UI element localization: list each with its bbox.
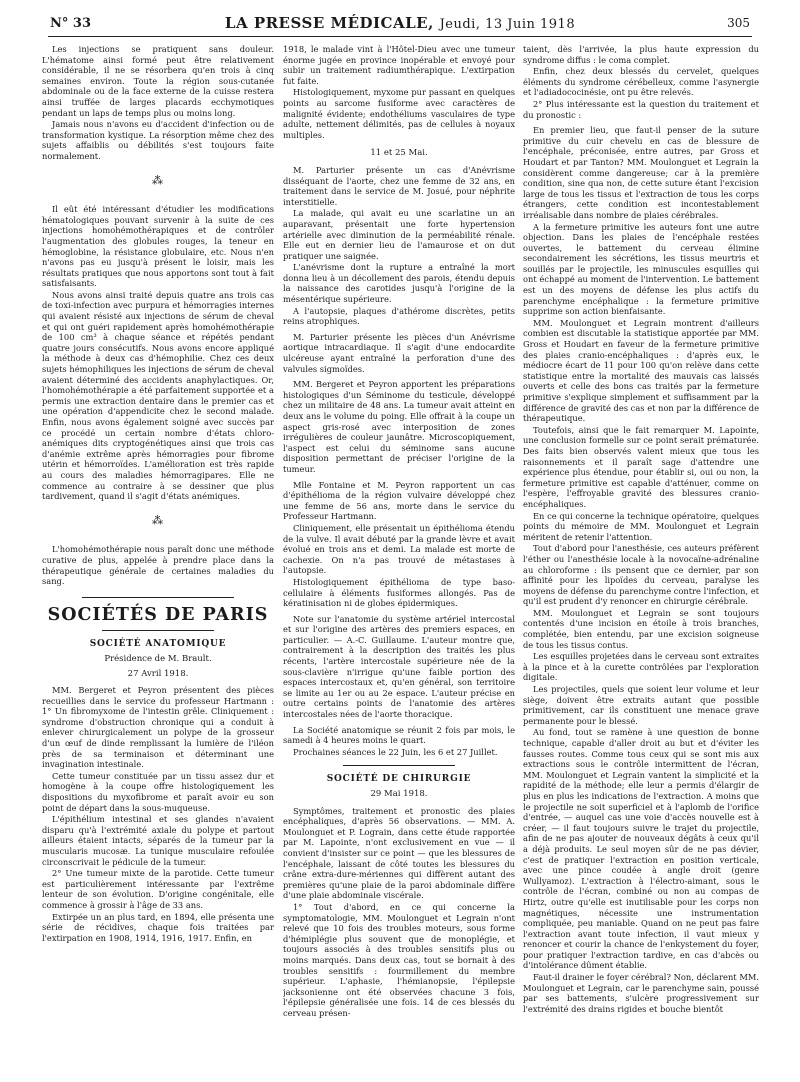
presidence-line: Présidence de M. Brault. — [104, 653, 212, 664]
section-separator-stars: ⁂ — [152, 513, 164, 527]
paragraph: Les injections se pratiquent sans douleur. L'hématome ainsi formé peut être relativement considérable, il ne se résorbera qu'en trois à cinq semaines environ. Toute la région sous-cutanée abdominale ou de la face externe de la cuisse restera ainsi truffée de larges placards ecchymotiques pendant un laps de temps plus ou moins long. — [42, 44, 274, 118]
journal-title: LA PRESSE MÉDICALE, — [224, 14, 434, 32]
paragraph: Les esquilles projetées dans le cerveau sont extraites à la pince et à la curette contrôlées par l'exploration digitale. — [523, 651, 759, 683]
paragraph: Cliniquement, elle présentait un épithélioma étendu de la vulve. Il avait débuté par la grande lèvre et avait évolué en trois ans et demi. La malade est morte de cachexie. On n'a pas trouvé de métastases à l'autopsie. — [283, 522, 515, 576]
session-date: 27 Avril 1918. — [127, 668, 189, 679]
paragraph: MM. Bergeret et Peyron présentent des pièces recueillies dans le service du professeur Hartmann : 1° Un fibromyxome de l'intestin grêle. Cliniquement : syndrome d'obstruction chronique qui a conduit à enlever chirurgicalement un polype de la grosseur d'un œuf de dinde remplissant la lumière de l'iléon près de sa terminaison et déterminant une invagination intestinale. — [42, 685, 274, 770]
paragraph: Au fond, tout se ramène à une question de bonne technique, capable d'aller droit au but et d'éviter les fausses routes. Comme tous ceux qui se sont mis aux extractions sous le contrôle intermittent de l'écran, MM. Moulonguet et Legrain vantent la simplicité et la rapidité de la méthode; elle leur a permis d'élargir de plus en plus les indications de l'extraction. A moins que le projectile ne soit superficiel et à l'aplomb de l'orifice d'entrée, — auquel cas une voie d'accès nouvelle est à créer, — il faut toujours suivre le trajet du projectile, afin de ne pas ajouter de nouveaux dégâts à ceux qu'il a déjà produits. Le seul moyen sûr de ne pas dévier, c'est de pratiquer l'extraction en position verticale, avec une pince coudée à angle droit (genre Wullyamoz). L'extraction à l'électro-aimant, sous le contrôle de l'écran, combiné ou non au compas de Hirtz, outre qu'elle est inutilisable pour les corps non magnétiques, nécessite une instrumentation compliquée, peu maniable. Quand on ne peut pas faire l'extraction avant toute infection, il vaut mieux y renoncer et courir la chance de l'enkystement du foyer, pour pratiquer l'extraction tardive, en cas d'abcès ou d'intolérance dûment établie. — [523, 727, 759, 971]
paragraph: La malade, qui avait eu une scarlatine un an auparavant, présentait une forte hypertension artérielle avec diminution de la perméabilité rénale. Elle eut en dernier lieu de l'amaurose et on dut pratiquer une saignée. — [283, 208, 515, 261]
paragraph: A la fermeture primitive les auteurs font une autre objection. Dans les plaies de l'encéphale restées ouvertes, le battement du cerveau élimine secondairement les sécrétions, les tissus meurtris et souillés par le projectile, les minuscules esquilles qui ont échappé au moment de l'intervention. Le battement est un des moyens de défense les plus actifs du parenchyme encéphalique : la fermeture primitive supprime son action bienfaisante. — [523, 221, 759, 317]
paragraph: Prochaines séances le 22 Juin, les 6 et 27 Juillet. — [293, 746, 498, 757]
session-date: 11 et 25 Mai. — [370, 148, 428, 159]
paragraph: Nous avons ainsi traité depuis quatre ans trois cas de toxi-infection avec purpura et hémorragies internes qui avaient résisté aux injections de sérum de cheval et qui ont guéri rapidement après homohémothérapie de 100 cm³ à chaque séance et répétés pendant quatre jours consécutifs. Nous avons encore appliqué la méthode à deux cas d'hémophilie. Chez ces deux sujets hémophiliques les injections de sérum de cheval avaient déterminé des accidents anaphylactiques. Or, l'homohémothérapie a été parfaitement supportée et a permis une extraction dentaire dans le premier cas et une opération d'appendicite chez le second malade. Enfin, nous avons également soigné avec succès par ce procédé un certain nombre d'états chloro-anémiques dits cryptogénétiques ainsi que trois cas d'anémie extrême après hémorragies pour fibrome utérin et hémorroïdes. L'amélioration est très rapide au cours des maladies hémorragipares. Elle ne commence au contraire à se dessiner que plus tardivement, quand il s'agit d'états anémiques. — [42, 289, 274, 502]
column-3 — [523, 44, 759, 1078]
paragraph: Tout d'abord pour l'anesthésie, ces auteurs préfèrent l'éther ou l'anesthésie locale à la novocaïne-adrénaline au chloroforme : ils pensent que ce dernier, par son affinité pour les lipoïdes du cerveau, paralyse les moyens de défense du parenchyme contre l'infection, et qu'il est prudent d'y renoncer en chirurgie cérébrale. — [523, 543, 759, 607]
column-2 — [283, 44, 515, 1078]
divider — [82, 597, 234, 598]
paragraph: Cette tumeur constituée par un tissu assez dur et homogène à la coupe offre histologiquement les dispositions du myxofibrome et paraît avoir eu son point de départ dans la sous-muqueuse. — [42, 770, 274, 813]
issue-date: Jeudi, 13 Juin 1918 — [439, 17, 576, 32]
paragraph: Jamais nous n'avons eu d'accident d'infection ou de transformation kystique. La résorption même chez des sujets affaiblis ou débilités s'est toujours faite normalement. — [42, 119, 274, 161]
paragraph: L'épithélium intestinal et ses glandes n'avaient disparu qu'à l'extrémité axiale du polype et partout ailleurs étaient intacts, séparés de la tumeur par la muscularis mucosæ. La tunique musculaire refoulée circonscrivait le pédicule de la tumeur. — [42, 814, 274, 867]
paragraph: Faut-il drainer le foyer cérébral? Non, déclarent MM. Moulonguet et Legrain, car le parenchyme sain, poussé par ses battements, s'ulcère progressivement sur l'extrémité des drains rigides et bouche bientôt — [523, 972, 759, 1014]
paragraph: MM. Bergeret et Peyron apportent les préparations histologiques d'un Séminome du testicule, développé chez un militaire de 48 ans. La tumeur avait atteint en deux ans le volume du poing. Elle offrait à la coupe un aspect gris-rosé avec interposition de zones irrégulières de couleur jaunâtre. Microscopiquement, l'aspect est celui du séminome sans aucune disposition permettant de préciser l'origine de la tumeur. — [283, 379, 515, 474]
society-heading: SOCIÉTÉ ANATOMIQUE — [89, 639, 227, 650]
paragraph: Histologiquement, myxome pur passant en quelques points au sarcome fusiforme avec caractères de malignité évidente; endothéliums vasculaires de type adulte, nettement délimités, pas de cellules à noyaux multiples. — [283, 87, 515, 140]
divider — [343, 765, 455, 766]
section-separator-stars: ⁂ — [152, 173, 164, 187]
page-number: 305 — [727, 16, 750, 30]
paragraph: 2° Une tumeur mixte de la parotide. Cette tumeur est particulièrement intéressante par l'extrême lenteur de son évolution. D'origine congénitale, elle commence à grossir à l'âge de 33 ans. — [42, 868, 274, 910]
paragraph: Histologiquement épithélioma de type baso-cellulaire à éléments fusiformes allongés. Pas de kératinisation ni de globes épidermiques. — [283, 576, 515, 609]
paragraph: Extirpée un an plus tard, en 1894, elle présenta une série de récidives, chaque fois traitées par l'extirpation en 1908, 1914, 1916, 1917. Enfin, en — [42, 911, 274, 943]
paragraph: MM. Moulonguet et Legrain montrent d'ailleurs combien est discutable la statistique apportée par MM. Gross et Houdart en faveur de la fermeture primitive des plaies cranio-encéphaliques : d'après eux, le médiocre écart de 11 pour 100 qu'on relève dans cette statistique entre la mortalité des mauvais cas laissés ouverts et celle des bons cas traités par la fermeture primitive s'explique simplement et suffisamment par la différence de gravité des cas et non par la différence de thérapeutique. — [523, 317, 759, 424]
paragraph: 1° Tout d'abord, en ce qui concerne la symptomatologie, MM. Moulonguet et Legrain n'ont relevé que 10 fois des troubles moteurs, sous forme d'hémiplégie plus souvent que de monoplégie, et toujours associés à des troubles sensitifs plus ou moins marqués. Dans deux cas, tout se bornait à des troubles sensitifs : fourmillement du membre supérieur. L'aphasie, l'hémianopsie, l'épilepsie jacksonienne ont été observées chacune 3 fois, l'épilepsie généralisée une fois. 14 de ces blessés du cerveau présen- — [283, 901, 515, 1018]
divider — [102, 630, 214, 631]
paragraph: 1918, le malade vint à l'Hôtel-Dieu avec une tumeur énorme jugée en province inopérable et envoyé pour subir un traitement radiumthérapique. L'extirpation fut faite. — [283, 44, 515, 86]
paragraph: La Société anatomique se réunit 2 fois par mois, le samedi à 4 heures moins le quart. — [283, 724, 515, 746]
paragraph: L'homohémothérapie nous paraît donc une méthode curative de plus, appelée à prendre place dans la thérapeutique générale de certaines maladies du sang. — [42, 544, 274, 587]
paragraph: En premier lieu, que faut-il penser de la suture primitive du cuir chevelu en cas de blessure de l'encéphale, préconisée, entre autres, par Gross et Houdart et par Tanton? MM. Moulonguet et Legrain la considèrent comme dangereuse; car à la première condition, sine qua non, de cette suture étant l'excision large de tous les tissus et l'extraction de tous les corps étrangers, cette condition est incontestablement irréalisable dans nombre de plaies cérébrales. — [523, 125, 759, 220]
page-header — [48, 10, 752, 37]
masthead — [48, 14, 752, 32]
paragraph: Il eût été intéressant d'étudier les modifications hématologiques pouvant survenir à la suite de ces injections homohémothérapiques et de contrôler l'augmentation des globules rouges, la teneur en hémoglobine, la résistance globulaire, etc. Nous n'en n'avons pas eu jusqu'à présent le loisir, mais les résultats pratiques que nous apportons sont tout à fait satisfaisants. — [42, 204, 274, 289]
section-title: SOCIÉTÉS DE PARIS — [47, 604, 269, 625]
paragraph: taient, dès l'arrivée, la plus haute expression du syndrome diffus : le coma complet. — [523, 44, 759, 65]
society-heading: SOCIÉTÉ DE CHIRURGIE — [326, 774, 472, 785]
paragraph: En ce qui concerne la technique opératoire, quelques points du mémoire de MM. Moulonguet et Legrain méritent de retenir l'attention. — [523, 510, 759, 542]
paragraph: 2° Plus intéressante est la question du traitement et du pronostic : — [523, 98, 759, 120]
issue-number: N° 33 — [50, 16, 91, 31]
paragraph: A l'autopsie, plaques d'athérome discrètes, petits reins atrophiques. — [283, 305, 515, 327]
paragraph: Note sur l'anatomie du système artériel intercostal et sur l'origine des artères des premiers espaces, en particulier. — A.-C. Guillaume. L'auteur montre que, contrairement à la description des traités les plus récents, l'artère intercostale supérieure née de la sous-clavière n'irrigue qu'une faible portion des espaces intercostaux et, qu'en général, son territoire se limite au 1er ou au 2e espace. L'auteur précise en outre certains points de l'anatomie des artères intercostales nées de l'aorte thoracique. — [283, 613, 515, 720]
paragraph: L'anévrisme dont la rupture a entraîné la mort donna lieu à un décollement des parois, étendu depuis la naissance des carotides jusqu'à l'origine de la mésentérique supérieure. — [283, 262, 515, 305]
paragraph: M. Parturier présente un cas d'Anévrisme disséquant de l'aorte, chez une femme de 32 ans, en traitement dans le service de M. Josué, pour néphrite interstitielle. — [283, 164, 515, 207]
paragraph: Toutefois, ainsi que le fait remarquer M. Lapointe, une conclusion formelle sur ce point serait prématurée. Des faits bien observés valent mieux que tous les raisonnements et il paraît sage d'attendre une expérience plus étendue, pour établir si, oui ou non, la fermeture primitive est capable d'atténuer, comme on l'espère, l'effroyable gravité des blessures cranio-encéphaliques. — [523, 424, 759, 509]
column-1 — [42, 44, 274, 1078]
session-date: 29 Mai 1918. — [370, 789, 428, 799]
paragraph: M. Parturier présente les pièces d'un Anévrisme aortique intracardiaque. Il s'agit d'une endocardite ulcéreuse ayant entraîné la perforation d'une des valvules sigmoïdes. — [283, 331, 515, 374]
paragraph: Mlle Fontaine et M. Peyron rapportent un cas d'épithélioma de la région vulvaire développé chez une femme de 56 ans, morte dans le service du Professeur Hartmann. — [283, 479, 515, 522]
paragraph: Symptômes, traitement et pronostic des plaies encéphaliques, d'après 56 observations. — MM. A. Moulonguet et P. Lograin, dans cette étude rapportée par M. Lapointe, n'ont exclusivement en vue — il convient d'insister sur ce point — que les blessures de l'encéphale, laissant de côté toutes les blessures du crâne extra-dure-mériennes qui diffèrent autant des premières qu'une plaie de la paroi abdominale diffère d'une plaie abdominale viscérale. — [283, 805, 515, 901]
paragraph: Les projectiles, quels que soient leur volume et leur siège, doivent être extraits autant que possible primitivement, car ils constituent une menace grave permanente pour le blessé. — [523, 684, 759, 726]
paragraph: MM. Moulonguet et Legrain se sont toujours contentés d'une incision en étoile à trois branches, complétée, bien entendu, par une excision soigneuse de tous les tissus contus. — [523, 607, 759, 650]
paragraph: Enfin, chez deux blessés du cervelet, quelques éléments du syndrome cérébelleux, comme l'asynergie et l'adiadococinésie, ont pu être relevés. — [523, 66, 759, 98]
